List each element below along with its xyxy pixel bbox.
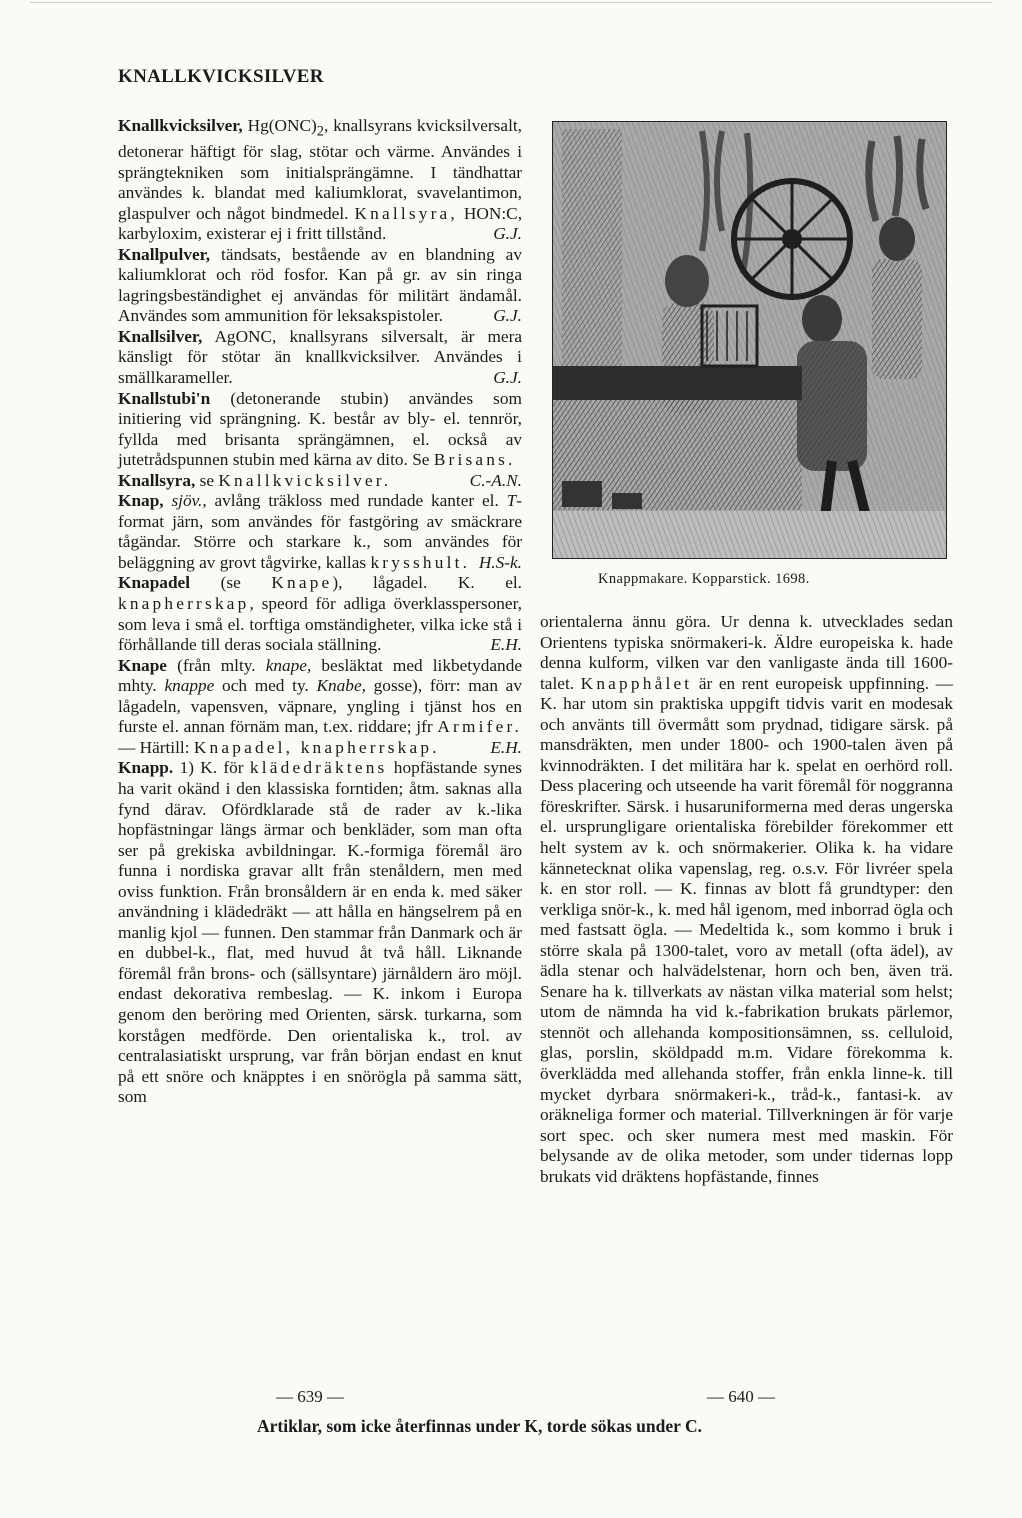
- spaced-reference: klädedräktens: [249, 758, 388, 778]
- spaced-reference: krysshult.: [370, 552, 471, 572]
- entry-knallsyra: [118, 471, 522, 492]
- author-signature: G.J.: [493, 306, 522, 326]
- page-number-right: — 640 —: [707, 1387, 775, 1406]
- running-head: KNALLKVICKSILVER: [118, 66, 324, 87]
- formula: Hg(ONC): [247, 116, 317, 135]
- entry-text: orientalerna ännu göra. Ur denna k. utvecklades sedan Orientens typiska snörmakeri-k. Äldre europeiska k. hade denna kulform, vilken var den vanligaste ända till 1600-talet.: [540, 612, 953, 693]
- entry-text: och med ty.: [222, 676, 309, 696]
- spinning-wheel: [734, 181, 850, 297]
- subject-label: sjöv.: [171, 491, 203, 511]
- spaced-reference: Armifer.: [437, 717, 522, 737]
- entry-text: se: [199, 470, 215, 490]
- italic-word: knape,: [265, 655, 312, 675]
- entry-knapp: [118, 758, 522, 1107]
- author-signature: G.J.: [493, 368, 522, 388]
- italic-word: knappe: [164, 676, 215, 696]
- left-column: [118, 116, 522, 1108]
- entry-text: 1) K. för: [179, 758, 244, 778]
- author-signature: C.-A.N.: [469, 470, 522, 490]
- headword: Knap,: [118, 491, 164, 511]
- spaced-reference: knapherrskap: [118, 594, 250, 614]
- entry-text: -format järn, som användes för fastgöring av smäckrare tågändar. Större och starkare k., som användes för beläggning av grovt tågvirke, kallas: [118, 491, 522, 572]
- italic-letter: T: [506, 491, 517, 511]
- entry-text: är en rent europeisk uppfinning. — K. har utom sin praktiska uppgift tidvis varit en modesak och använts till övermått som prydnad, tidigare särsk. på mansdräkten, men under 1800- och 1900-talen även på kvinnodräkten. I det militära har k. spelat en oerhörd roll. Dess placering och utseende ha varit föremål för noggranna föreskrifter. Särsk. i husaruniformerna med deras ungerska el. ursprungligare orientaliska förebilder förekommer ett helt system av k. och snörmakerier. Olika k. ha vidare kännetecknat olika vapenslag, reg. o.s.v. För livréer spela k. en stor roll. — K. finnas av blott få grundtyper: den verkliga snör-k., k. med hål igenom, med inborrad ögla och med fastsatt ögla. — Medeltida k., som kommo i bruk i större skala på 1300-talet, voro av metall (ofta ädel), av ädla stenar och halvädelstenar, horn och ben, även trä. Senare ha k. tillverkats av nästan vilka material som helst; utom de nämnda ha vid k.-fabrikation brukats pärlemor, stennöt och allehanda kompositionsämnen, ss. celluloid, glas, porslin, sköldpadd m.m. Vidare förekomma k. överklädda med allehanda stoffer, från enkla linne-k. till mycket dyrbara snörmakeri-k., tråd-k., fantasi-k. av oräkneliga former och material. Tillverkningen är för varje sort spec. och sker numera mest med maskin. För belysande av de olika metoder, som under tidernas lopp brukats vid dräktens hopfästande, finnes: [540, 673, 953, 1186]
- entry-knapp-continued: [540, 612, 953, 1187]
- headword: Knallsyra,: [118, 470, 196, 490]
- headword: Knape: [118, 655, 167, 675]
- entry-knallsilver: [118, 327, 522, 389]
- entry-text: , speord för adliga överklasspersoner, som leva i små el. torftiga omständigheter, vilka icke stå i förhållande till deras sociala ställning.: [118, 594, 522, 655]
- engraving-illustration: [552, 121, 947, 559]
- entry-text: — Härtill:: [118, 737, 190, 757]
- entry-knape: [118, 656, 522, 759]
- entry-text: AgONC, knallsyrans silversalt, är mera känsligt för stötar än knallkvicksilver. Användes i smällkarameller.: [118, 326, 522, 388]
- author-signature: E.H.: [490, 737, 522, 757]
- entry-knap: [118, 491, 522, 573]
- entry-text: besläktat med likbetydande mhty.: [118, 655, 523, 696]
- spaced-reference: Knallkvicksilver.: [218, 470, 392, 490]
- entry-text: (se: [220, 573, 241, 593]
- entry-text: gosse), förr: man av lågadeln, vapensven, väpnare, yngling i tjänst hos en furste el. annan förnäm man, t.ex. riddare; jfr: [118, 676, 522, 737]
- entry-text: , avlång träkloss med rundade kanter el.: [202, 491, 499, 511]
- entry-text: (detonerande stubin) användes som initiering vid sprängning. K. består av bly- el. tennrör, fyllda med brisanta sprängämnen, el. också av jutetrådspunnen stubin med kärna av dito. Se: [118, 388, 522, 470]
- spaced-reference: Knape: [271, 573, 333, 593]
- author-signature: E.H.: [490, 635, 522, 655]
- headword: Knallsilver,: [118, 326, 203, 346]
- footer-note: Artiklar, som icke återfinnas under K, torde sökas under C.: [257, 1416, 702, 1436]
- author-signature: H.S-k.: [478, 552, 522, 572]
- spaced-reference: Knapadel, knapherrskap.: [193, 737, 440, 757]
- headword: Knapadel: [118, 573, 191, 593]
- spaced-reference: Knapphålet: [580, 673, 693, 693]
- headword: Knapp.: [118, 758, 174, 778]
- author-signature: G.J.: [493, 224, 522, 244]
- top-rule: [30, 2, 992, 3]
- entry-text: tändsats, bestående av en blandning av kaliumklorat och röd fosfor. Kan på gr. av sin ringa lagringsbeständighet ej användas för militärt ändamål. Användes som ammunition för leksakspistoler.: [118, 244, 522, 326]
- entry-knapadel: [118, 573, 522, 655]
- formula-subscript: 2: [316, 123, 324, 140]
- headword: Knallpulver,: [118, 244, 211, 264]
- page-number-left: — 639 —: [276, 1387, 344, 1406]
- entry-text: (från mlty.: [177, 655, 256, 675]
- headword: Knallkvicksilver,: [118, 116, 243, 135]
- italic-word: Knabe,: [316, 676, 366, 696]
- right-column: [540, 612, 953, 1187]
- entry-knallpulver: [118, 245, 522, 327]
- entry-text: , knallsyrans kvicksilversalt, detonerar häftigt för slag, stötar och värme. Användes i sprängtekniken som initialsprängämne. I tändhattar användes k. blandat med kaliumklorat, svavelantimon, glaspulver och något bindmedel.: [118, 116, 522, 223]
- figure-caption: Knappmakare. Kopparstick. 1698.: [598, 571, 810, 587]
- entry-knallkvicksilver: [118, 116, 522, 245]
- entry-text: ), lågadel. K. el.: [332, 573, 522, 593]
- spaced-reference: Knallsyra,: [354, 203, 458, 223]
- entry-text: hopfästande synes ha varit okänd i den klassiska forntiden; åtm. saknas alla fynd därav. Ofördklarade stå de rader av k.-lika hopfästningar längs ärmar och benkläder, som man ofta ser på grekiska avbildningar. K.-formiga föremål äro funna i nordiska gravar allt från stenåldern, men med oviss funktion. Från bronsåldern är en enda k. med säker användning i klädedräkt — att hålla en hängselrem på en manlig kjol — funnen. Den stammar från Danmark och är en dubbel-k., flat, med huvud åt två håll. Liknande föremål från brons- och (sällsyntare) järnåldern äro möjl. endast dekorativa rembeslag. — K. inkom i Europa genom den beröring med Orienten, särsk. turkarna, som korstågen medförde. Den orientaliska k., trol. av centralasiatiskt ursprung, var från början endast en knut på ett snöre och knäpptes i en snörögla på samma sätt, som: [118, 758, 523, 1107]
- headword: Knallstubi'n: [118, 388, 211, 408]
- entry-text: HON:C, karbyloxim, existerar ej i fritt tillstånd.: [118, 203, 523, 244]
- spaced-reference: Brisans.: [433, 450, 516, 470]
